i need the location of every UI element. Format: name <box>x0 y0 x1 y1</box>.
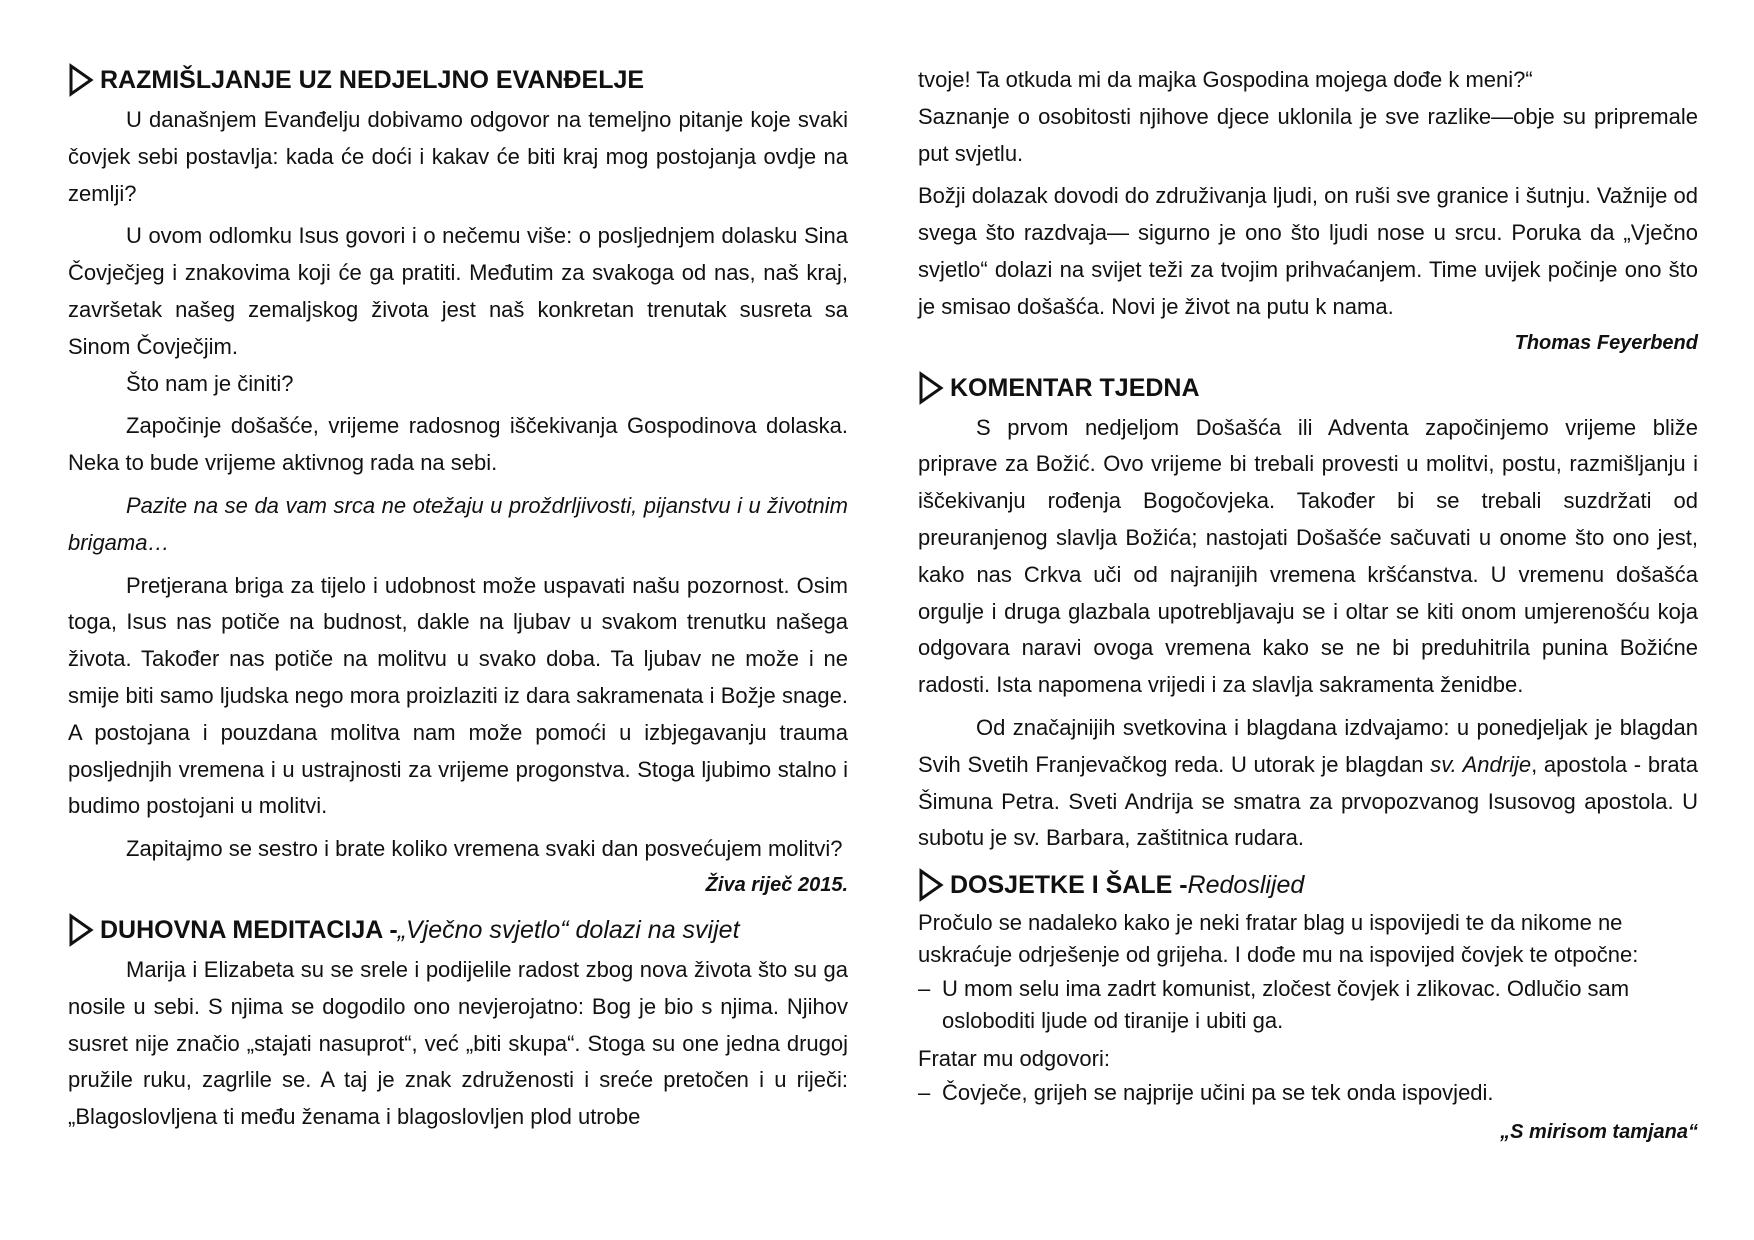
dialogue-text: U mom selu ima zadrt komunist, zločest čovjek i zlikovac. Odlučio sam osloboditi ljude od tiranije i ubiti ga. <box>942 976 1630 1034</box>
paragraph: Pročulo se nadaleko kako je neki fratar blag u ispovijedi te da nikome ne uskraćuje odrješenje od grijeha. I dođe mu na ispovijed čovjek te otpočne: <box>918 910 1639 968</box>
text-segment: , apostola - brata Šimuna Petra. Sveti Andrija se smatra za prvopozvanog Isusovog apostola. U subotu je sv. Barbara, zaštitnica rudara. <box>918 751 1698 851</box>
section-title: KOMENTAR TJEDNA <box>950 373 1200 402</box>
play-triangle-icon <box>918 868 944 902</box>
paragraph: Božji dolazak dovodi do združivanja ljudi, on ruši sve granice i šutnju. Važnije od svega što razdvaja— sigurno je ono što ljudi nose u srcu. Poruka da „Vječno svjetlo“ dolazi na svijet teži za tvojim prihvaćanjem. Time uvijek počinje ono što je smisao došašća. Novi je život na putu k nama. <box>918 183 1698 319</box>
section-heading-comment <box>918 370 1698 406</box>
source-signature: „S mirisom tamjana“ <box>1500 1121 1698 1144</box>
paragraph: Marija i Elizabeta su se srele i podijelile radost zbog nova života što su ga nosile u sebi. S njima se dogodilo ono nevjerojatno: Bog je bio s njima. Njihov susret nije značio „stajati nasuprot“, već „biti skupa“. Stoga su one jedna drugoj pružile ruku, zagrlile se. A taj je znak združenosti i sreće pretočen i u riječi: „Blagoslovljena ti među ženama i blagoslovljen plod utrobe <box>68 956 848 1130</box>
text-segment: Od značajnijih svetkovina i blagdana izdvajamo: u ponedjeljak je blagdan Svih Svetih Franjevačkog reda. U utorak je blagdan <box>918 714 1698 777</box>
italic-name: sv. Andrije <box>1430 751 1532 777</box>
left-column <box>68 62 848 1136</box>
scripture-quote: Pazite na se da vam srca ne otežaju u proždrljivosti, pijanstvu i u životnim brigama… <box>68 492 848 555</box>
dash-mark: – <box>918 976 931 1002</box>
paragraph: U današnjem Evanđelju dobivamo odgovor na temeljno pitanje koje svaki čovjek sebi postavlja: kada će doći i kakav će biti kraj mog postojanja ovdje na zemlji? <box>68 107 848 206</box>
paragraph: Zapitajmo se sestro i brate koliko vremena svaki dan posvećujem molitvi? <box>126 836 843 862</box>
paragraph <box>918 710 1698 857</box>
paragraph: Pretjerana briga za tijelo i udobnost može uspavati našu pozornost. Osim toga, Isus nas potiče na budnost, dakle na ljubav u svakom trenutku našega života. Također nas potiče na molitvu u svako doba. Ta ljubav ne može i ne smije biti samo ljudska nego mora proizlaziti iz dara sakramenata i Božje snage. A postojana i pouzdana molitva nam može pomoći u izbjegavanju trauma posljednjih vremena i u ustrajnosti za vrijeme progonstva. Stoga ljubimo stalno i budimo postojani u molitvi. <box>68 572 848 819</box>
section-subtitle: „Vječno svjetlo“ dolazi na svijet <box>397 915 740 944</box>
paragraph: Započinje došašće, vrijeme radosnog iščekivanja Gospodinova dolaska. Neka to bude vrijeme aktivnog rada na sebi. <box>68 413 848 476</box>
dialogue-text: Čovječe, grijeh se najprije učini pa se tek onda ispovjedi. <box>942 1080 1494 1106</box>
section-title: RAZMIŠLJANJE UZ NEDJELJNO EVANĐELJE <box>100 66 645 94</box>
section-title: DUHOVNA MEDITACIJA - <box>100 915 398 944</box>
section-heading-meditation <box>68 912 848 948</box>
paragraph: U ovom odlomku Isus govori i o nečemu više: o posljednjem dolasku Sina Čovječjeg i znakovima koji će ga pratiti. Međutim za svakoga od nas, naš kraj, završetak našeg zemaljskog života jest naš konkretan trenutak susreta sa Sinom Čovječjim. <box>68 223 848 359</box>
author-signature: Thomas Feyerbend <box>1514 331 1698 354</box>
play-triangle-icon <box>68 913 94 947</box>
section-subtitle: Redoslijed <box>1187 871 1305 900</box>
right-column <box>918 62 1698 1149</box>
source-signature: Živa riječ 2015. <box>705 873 848 896</box>
paragraph: Fratar mu odgovori: <box>918 1046 1110 1072</box>
dialogue-line <box>918 1077 1698 1109</box>
paragraph: Što nam je činiti? <box>126 370 294 396</box>
paragraph-continuation: tvoje! Ta otkuda mi da majka Gospodina mojega dođe k meni?“ <box>918 67 1533 92</box>
play-triangle-icon <box>68 63 94 97</box>
play-triangle-icon <box>918 371 944 405</box>
paragraph: S prvom nedjeljom Došašća ili Adventa započinjemo vrijeme bliže priprave za Božić. Ovo vrijeme bi trebali provesti u molitvi, postu, razmišljanju i iščekivanju rođenja Bogočovjeka. Također bi se trebali suzdržati od preuranjenog slavlja Božića; nastojati Došašće sačuvati u onome što ono jest, kako nas Crkva uči od najranijih vremena kršćanstva. U vremenu došašća orgulje i druga glazbala upotrebljavaju se i oltar se kiti onom umjerenošću koja odgovara naravi ovoga vremena kako se ne bi preduhitrila punina Božićne radosti. Ista napomena vrijedi i za slavlja sakramenta ženidbe. <box>918 414 1698 698</box>
section-heading-reflection <box>68 62 848 98</box>
section-heading-jokes <box>918 867 1698 903</box>
dash-mark: – <box>918 1080 931 1106</box>
section-title: DOSJETKE I ŠALE - <box>950 871 1188 900</box>
paragraph: Saznanje o osobitosti njihove djece uklonila je sve razlike—obje su pripremale put svjetlu. <box>918 103 1698 166</box>
dialogue-line <box>918 973 1698 1037</box>
